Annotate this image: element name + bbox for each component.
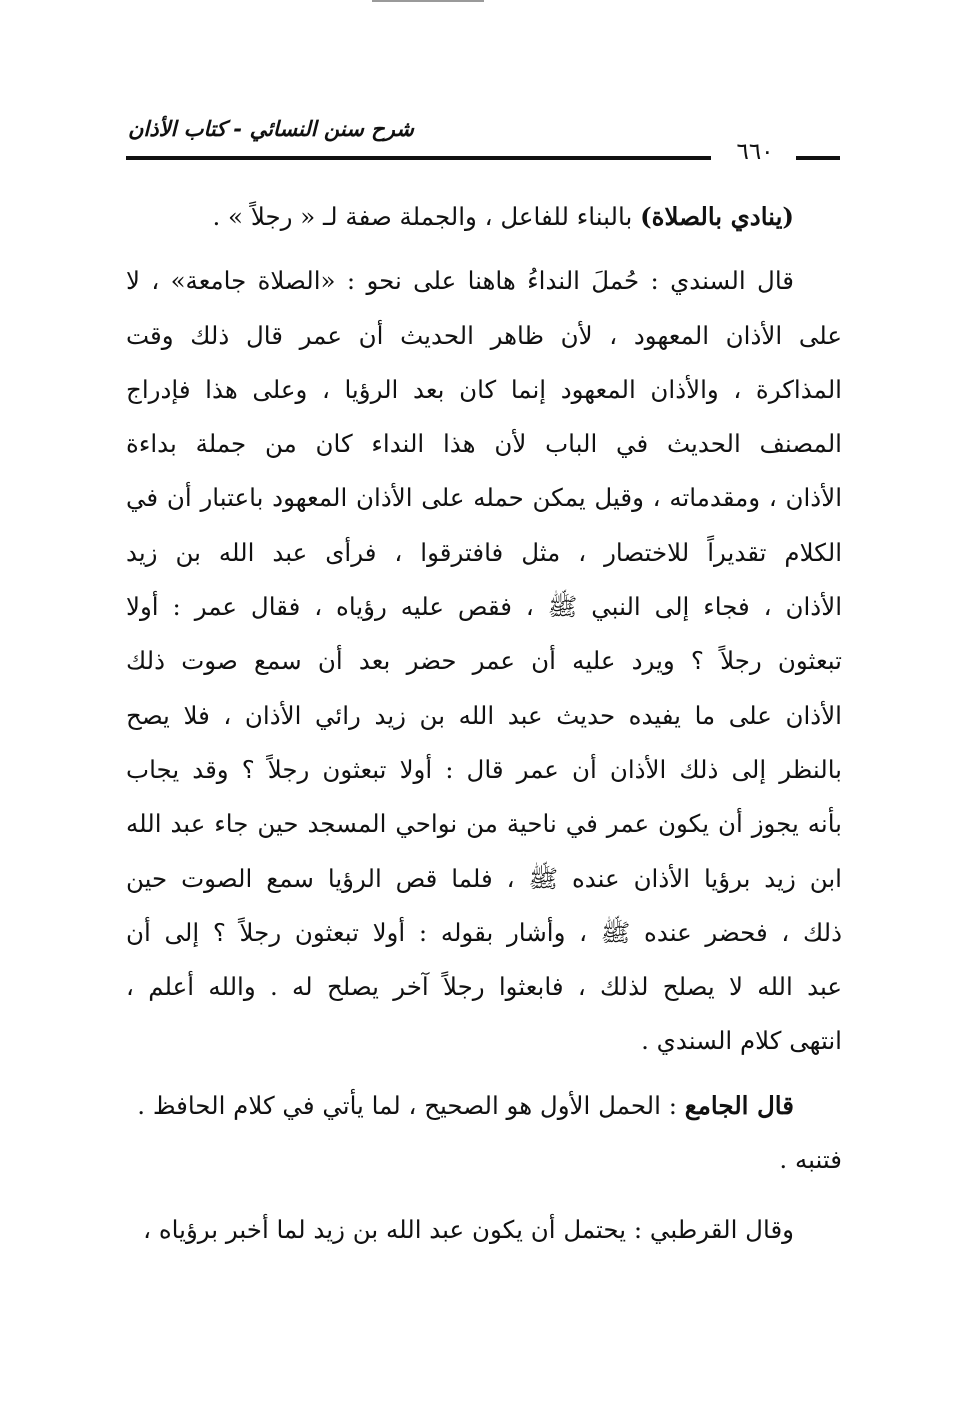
paragraph-ynadi	[126, 190, 842, 244]
text-line: بأنه يجوز أن يكون عمر في ناحية من نواحي المسجد حين جاء عبد الله	[126, 809, 842, 839]
scan-edge-line	[372, 0, 484, 2]
bold-term: قال الجامع	[684, 1090, 794, 1120]
paragraph-gap	[126, 244, 842, 254]
bold-term: (ينادي بالصلاة)	[640, 202, 794, 231]
text-line: الأذان ، ومقدماته ، وقيل يمكن حمله على الأذان المعهود باعتبار أن في	[126, 483, 842, 513]
page-body	[126, 190, 842, 1258]
text-line: ابن زيد برؤيا الأذان عنده ﷺ ، فلما قص الرؤيا سمع الصوت حين	[126, 863, 842, 893]
text-line: تبعثون رجلاً ؟ ويرد عليه أن عمر حضر بعد أن سمع صوت ذلك	[126, 646, 842, 676]
text-line: المصنف الحديث في الباب لأن هذا النداء كان من جملة بداءة	[126, 429, 842, 459]
text-span: : الحمل الأول هو الصحيح ، لما يأتي في كلام الحافظ .	[137, 1090, 685, 1120]
header-rule-short	[796, 156, 840, 160]
paragraph-qurtubi: وقال القرطبي : يحتمل أن يكون عبد الله بن زيد لما أخبر برؤياه ،	[143, 1215, 794, 1245]
text-line-last: فتنبه .	[779, 1145, 842, 1175]
text-line: الكلام تقديراً للاختصار ، مثل فافترقوا ، فرأى عبد الله بن زيد	[126, 537, 842, 567]
text-line: عبد الله لا يصلح لذلك ، فابعثوا رجلاً آخر يصلح له . والله أعلم ،	[126, 972, 842, 1002]
paragraph-jami	[126, 1079, 842, 1133]
header-rule	[126, 156, 711, 160]
text-line: الأذان ، فجاء إلى النبي ﷺ ، فقص عليه رؤياه ، فقال عمر : أولا	[126, 592, 842, 622]
running-head: شرح سنن النسائي - كتاب الأذان	[128, 117, 414, 141]
paragraph-gap	[126, 1069, 842, 1079]
page-number: ٦٦٠	[736, 139, 774, 165]
text-line-last: انتهى كلام السندي .	[641, 1026, 842, 1056]
text-line: المذاكرة ، والأذان المعهود إنما كان بعد الرؤيا ، وعلى هذا فإدراج	[126, 374, 842, 404]
text-line: بالنظر إلى ذلك الأذان أن عمر قال : أولا تبعثون رجلاً ؟ وقد يجاب	[126, 754, 842, 784]
paragraph-gap	[126, 1187, 842, 1203]
text-line: على الأذان المعهود ، لأن ظاهر الحديث أن عمر قال ذلك وقت	[126, 320, 842, 350]
text-line: الأذان على ما يفيده حديث عبد الله بن زيد رائي الأذان ، فلا يصح	[126, 700, 842, 730]
text-line: ذلك ، فحضر عنده ﷺ ، وأشار بقوله : أولا تبعثون رجلاً ؟ إلى أن	[126, 917, 842, 947]
text-line: قال السندي : حُملَ النداءُ هاهنا على نحو : «الصلاة جامعة» ، لا	[126, 266, 794, 296]
text-span: بالبناء للفاعل ، والجملة صفة لـ « رجلاً » .	[212, 202, 641, 231]
